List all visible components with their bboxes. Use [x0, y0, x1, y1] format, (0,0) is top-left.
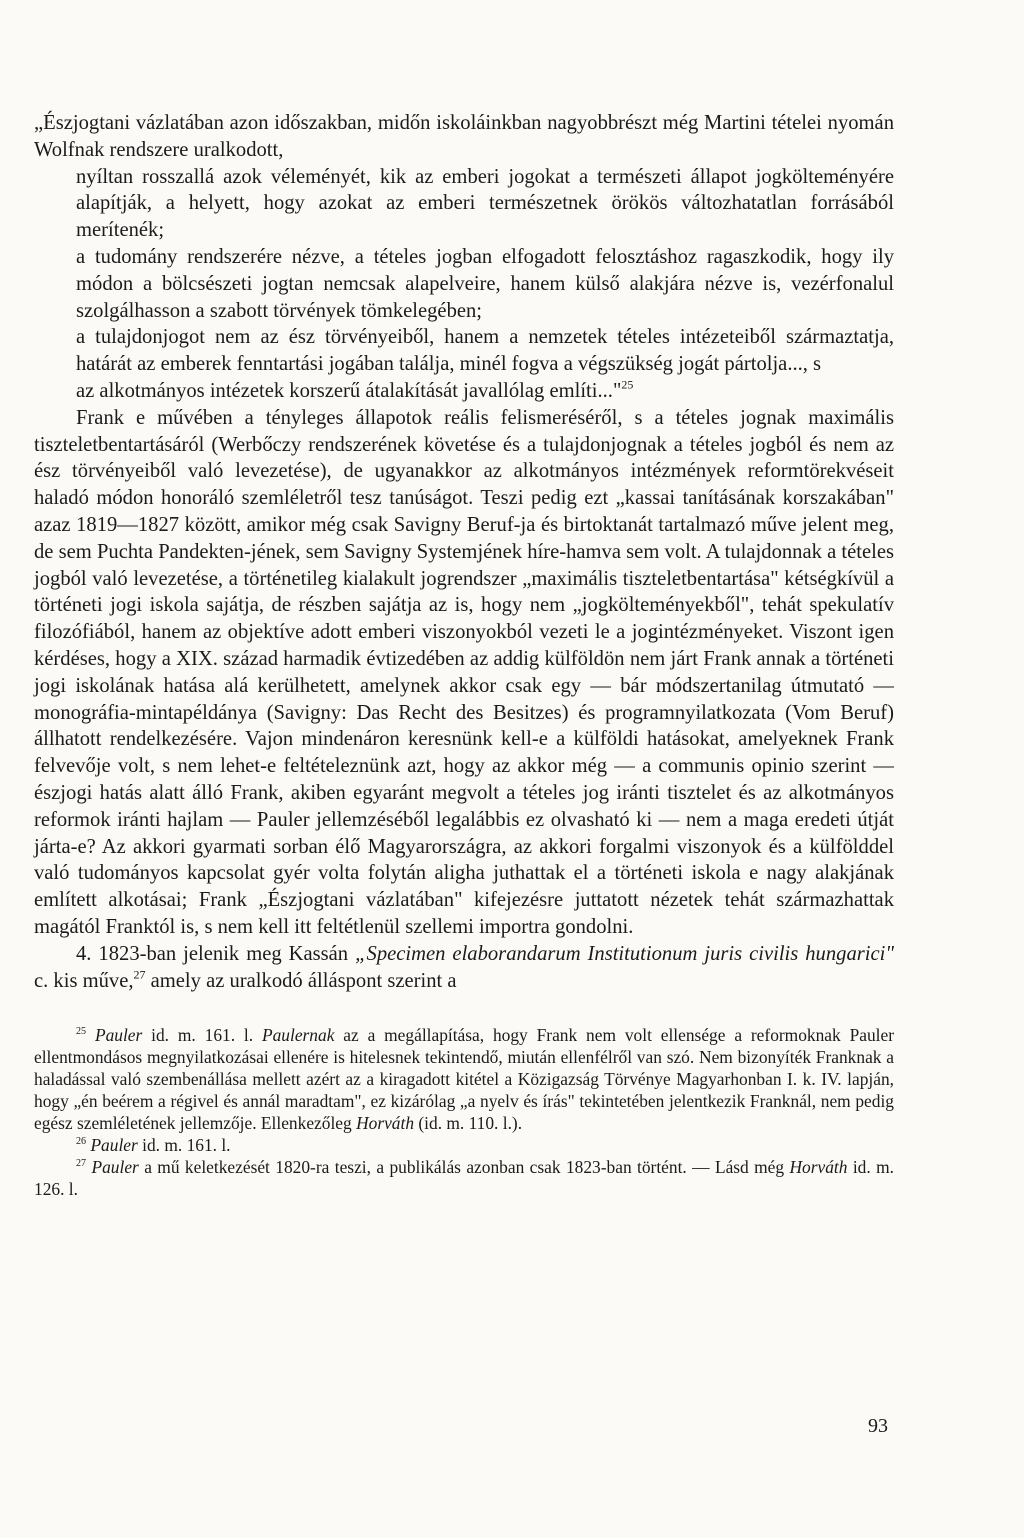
footnote-25-author: Pauler: [94, 1025, 143, 1046]
paragraph-1: Frank e művében a tényleges állapotok reális felismeréséről, s a tételes jognak maximális tiszteletbentartásáról (Werbőczy rendszerének követése és a tulajdonjognak a tételes jogból és nem az ész törvényeiből való levezetése), de ugyanakkor az alkotmányos intézmények reformtörekvéseit haladó módon honoráló szemléletről tesz tanúságot. Teszi pedig ezt „kassai tanításának korszakában" azaz 1819—1827 között, amikor még csak Savigny Beruf-ja és birtoktanát tartalmazó műve jelent meg, de sem Puchta Pandekten-jének, sem Savigny Systemjének híre-hamva sem volt. A tulajdonnak a tételes jogból való levezetése, a történetileg kialakult jogrendszer „maximális tiszteletbentartása" kétségkívül a történeti jogi iskola sajátja, de részben sajátja az is, hogy nem „jogkölteményekből", tehát spekulatív filozófiából, hanem az objektíve adott emberi viszonyokból vezeti le a jogintézményeket. Viszont igen kérdéses, hogy a XIX. század harmadik évtizedében az addig külföldön nem járt Frank annak a történeti jogi iskolának hatása alá kerülhetett, amelynek akkor csak egy — bár módszertanilag útmutató — monográfia-mintapéldánya (Savigny: Das Recht des Besitzes) és programnyilatkozata (Vom Beruf) állhatott rendelkezésére. Vajon mindenáron keresnünk kell-e a külföldi hatásokat, amelyeknek Frank felvevője volt, s nem lehet-e feltételeznünk azt, hogy az akkor még — a communis opinio szerint — észjogi hatás alatt álló Frank, akiben egyaránt megvolt a tételes jog iránti tisztelet és az alkotmányos reformok iránti hajlam — Pauler jellemzéséből legalábbis ez olvasható ki — nem a maga eredeti útját járta-e? Az akkori gyarmati sorban élő Magyarországra, az akkori forgalmi viszonyok és a külfölddel való tudományos kapcsolat gyér volta folytán aligha juthattak el a történeti iskola e nagy alakjának említett alkotásai; Frank „Észjogtani vázlatában" kifejezésre juttatott nézetek tehát származhattak magától Franktól is, s nem kell itt feltétlenül szellemi importra gondolni.: [34, 406, 894, 938]
work-title: „Specimen elaborandarum Institutionum juris civilis hungarici": [355, 942, 894, 965]
quote-line-2: nyíltan rosszallá azok véleményét, kik az emberi jogokat a természeti állapot jogkölteményére alapítják, a helyett, hogy azokat az emberi természetnek örökös változhatatlan forrásából merítenék;: [76, 165, 894, 242]
quote-line-3: a tudomány rendszerére nézve, a tételes jogban elfogadott felosztáshoz ragaszkodik, hogy ily módon a bölcsészeti jogtan nemcsak alapelveire, hanem külső alakjára nézve is, vezérfonalul szolgálhasson a szabott törvények tömkelegében;: [76, 245, 894, 322]
paragraph-2-mid: c. kis műve,: [34, 969, 134, 992]
footnote-27: [34, 1156, 894, 1200]
footnote-27-text-b: id. m. 126. l.: [34, 1157, 894, 1200]
footnote-25-text-c: (id. m. 110. l.).: [414, 1113, 523, 1134]
footnote-27-author2: Horváth: [789, 1157, 848, 1178]
footnote-ref-25[interactable]: 25: [621, 377, 634, 392]
footnote-25-text-b: az a megállapítása, hogy Frank nem volt ellensége a reformoknak Pauler ellentmondásos megnyilatkozásai ellenére is hitelesnek tekintendő, miután ellenfélről van szó. Nem bizonyíték Franknak a haladással való szembenállása mellett azért az a kiragadott kitétel a Közigazság Törvénye Magyarhonban I. k. IV. lapján, hogy „én beérem a régivel és annál maradtam", ez kizárólag „a nyelv és írás" tekintetében jelentkezik Franknál, nem pedig egész szemléletének jellemzője. Ellenkezőleg: [34, 1025, 894, 1134]
page-content: [34, 110, 894, 1200]
paragraph-2-end: amely az uralkodó álláspont szerint a: [145, 969, 457, 992]
footnote-26-author: Pauler: [90, 1135, 138, 1156]
footnote-26-text: id. m. 161. l.: [137, 1135, 231, 1156]
body-text: [34, 110, 894, 994]
quote-line-5-text: az alkotmányos intézetek korszerű átalakítását javallólag említi...": [76, 379, 622, 402]
quote-line-1: „Észjogtani vázlatában azon időszakban, midőn iskoláinkban nagyobbrészt még Martini tételei nyomán Wolfnak rendszere uralkodott,: [34, 112, 894, 161]
footnote-number-26: 26: [76, 1136, 87, 1148]
footnote-25: [34, 1024, 894, 1134]
footnote-25-author2: Paulernak: [261, 1025, 335, 1046]
page-number: 93: [868, 1415, 888, 1437]
footnote-26: [34, 1134, 894, 1156]
footnotes: [34, 1024, 894, 1200]
footnote-27-text-a: a mű keletkezését 1820-ra teszi, a publikálás azonban csak 1823-ban történt. — Lásd még: [138, 1157, 790, 1178]
quote-line-4: a tulajdonjogot nem az ész törvényeiből, hanem a nemzetek tételes intézeteiből származtatja, határát az emberek fenntartási jogában találja, minél fogva a végszükség jogát pártolja..., s: [76, 326, 894, 376]
footnote-25-author3: Horváth: [356, 1113, 415, 1134]
footnote-number-27: 27: [76, 1158, 87, 1170]
footnote-27-author: Pauler: [91, 1157, 139, 1178]
paragraph-2-start: 4. 1823-ban jelenik meg Kassán: [76, 942, 356, 965]
footnote-25-text-a: id. m. 161. l.: [142, 1025, 262, 1046]
quote-line-5: [34, 378, 894, 405]
paragraph-2: [34, 941, 894, 995]
footnote-number-25: 25: [76, 1026, 87, 1038]
footnote-ref-27[interactable]: 27: [133, 967, 146, 982]
